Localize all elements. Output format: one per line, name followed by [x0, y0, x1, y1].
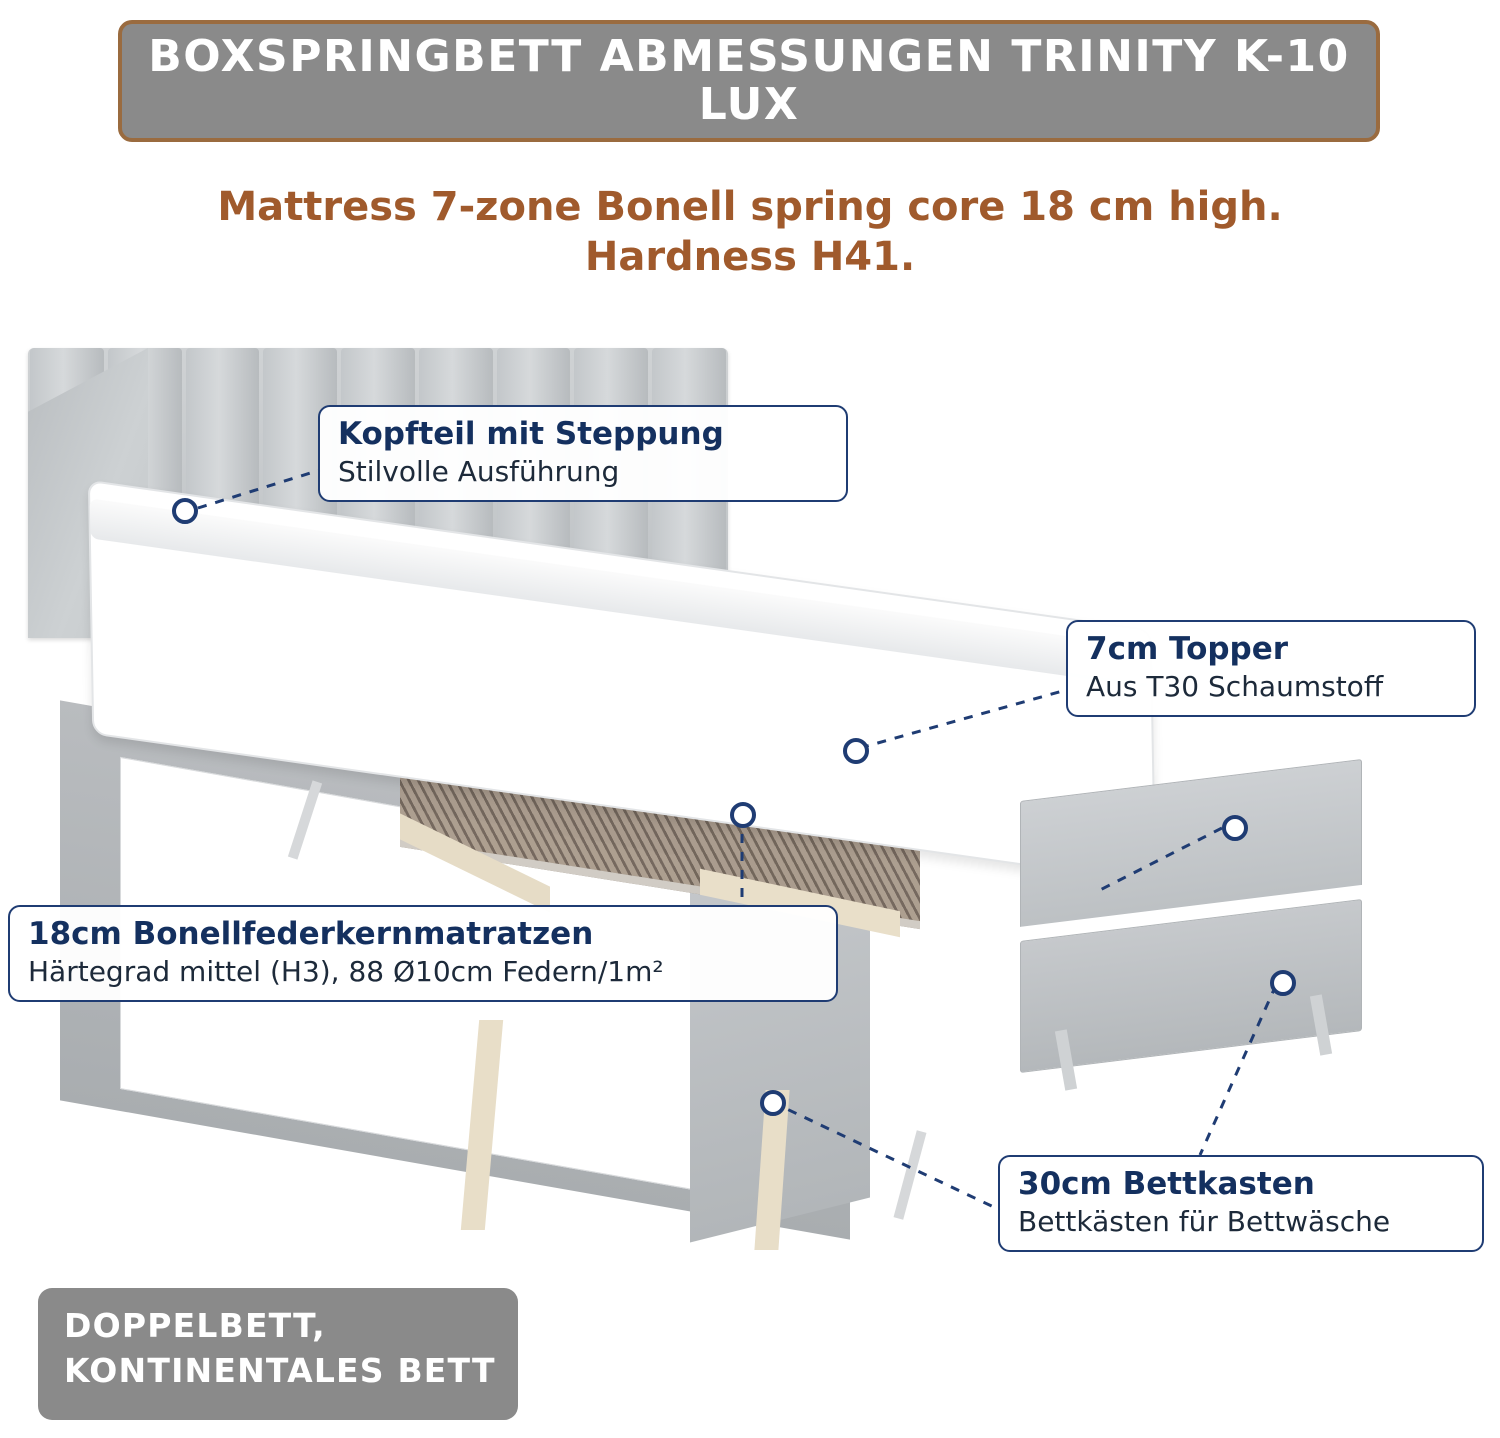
callout-headboard — [318, 405, 848, 502]
subtitle-block — [90, 182, 1410, 282]
subtitle-line-1: Mattress 7-zone Bonell spring core 18 cm high. — [217, 184, 1283, 230]
callout-storage-box-subtitle: Bettkästen für Bettwäsche — [1018, 1204, 1391, 1238]
callout-storage-box-title: 30cm Bettkasten — [1018, 1166, 1315, 1202]
callout-storage-box — [998, 1155, 1484, 1252]
callout-marker-topper[interactable] — [843, 738, 869, 764]
footer-line-2: KONTINENTALES BETT — [64, 1350, 496, 1390]
callout-marker-mattress[interactable] — [730, 802, 756, 828]
callout-marker-drawer-lower[interactable] — [1270, 970, 1296, 996]
header-banner — [118, 20, 1380, 142]
callout-mattress-title: 18cm Bonellfederkernmatratzen — [28, 916, 594, 952]
callout-marker-headboard[interactable] — [172, 498, 198, 524]
callout-marker-base[interactable] — [760, 1090, 786, 1116]
callout-headboard-title: Kopfteil mit Steppung — [338, 416, 724, 452]
subtitle-line-2: Hardness H41. — [584, 234, 916, 280]
callout-mattress-subtitle: Härtegrad mittel (H3), 88 Ø10cm Federn/1m² — [28, 954, 664, 988]
callout-topper-title: 7cm Topper — [1086, 631, 1289, 667]
footer-badge — [38, 1288, 518, 1420]
footer-line-1: DOPPELBETT, — [64, 1306, 326, 1345]
callout-marker-drawer-upper[interactable] — [1222, 815, 1248, 841]
callout-headboard-subtitle: Stilvolle Ausführung — [338, 454, 620, 488]
page-title: BOXSPRINGBETT ABMESSUNGEN TRINITY K-10 LUX — [148, 30, 1350, 130]
callout-topper — [1066, 620, 1476, 717]
bed-leg-graphic — [894, 1130, 927, 1220]
bed-illustration — [0, 330, 1500, 1290]
callout-topper-subtitle: Aus T30 Schaumstoff — [1086, 669, 1384, 703]
callout-mattress — [8, 905, 838, 1002]
